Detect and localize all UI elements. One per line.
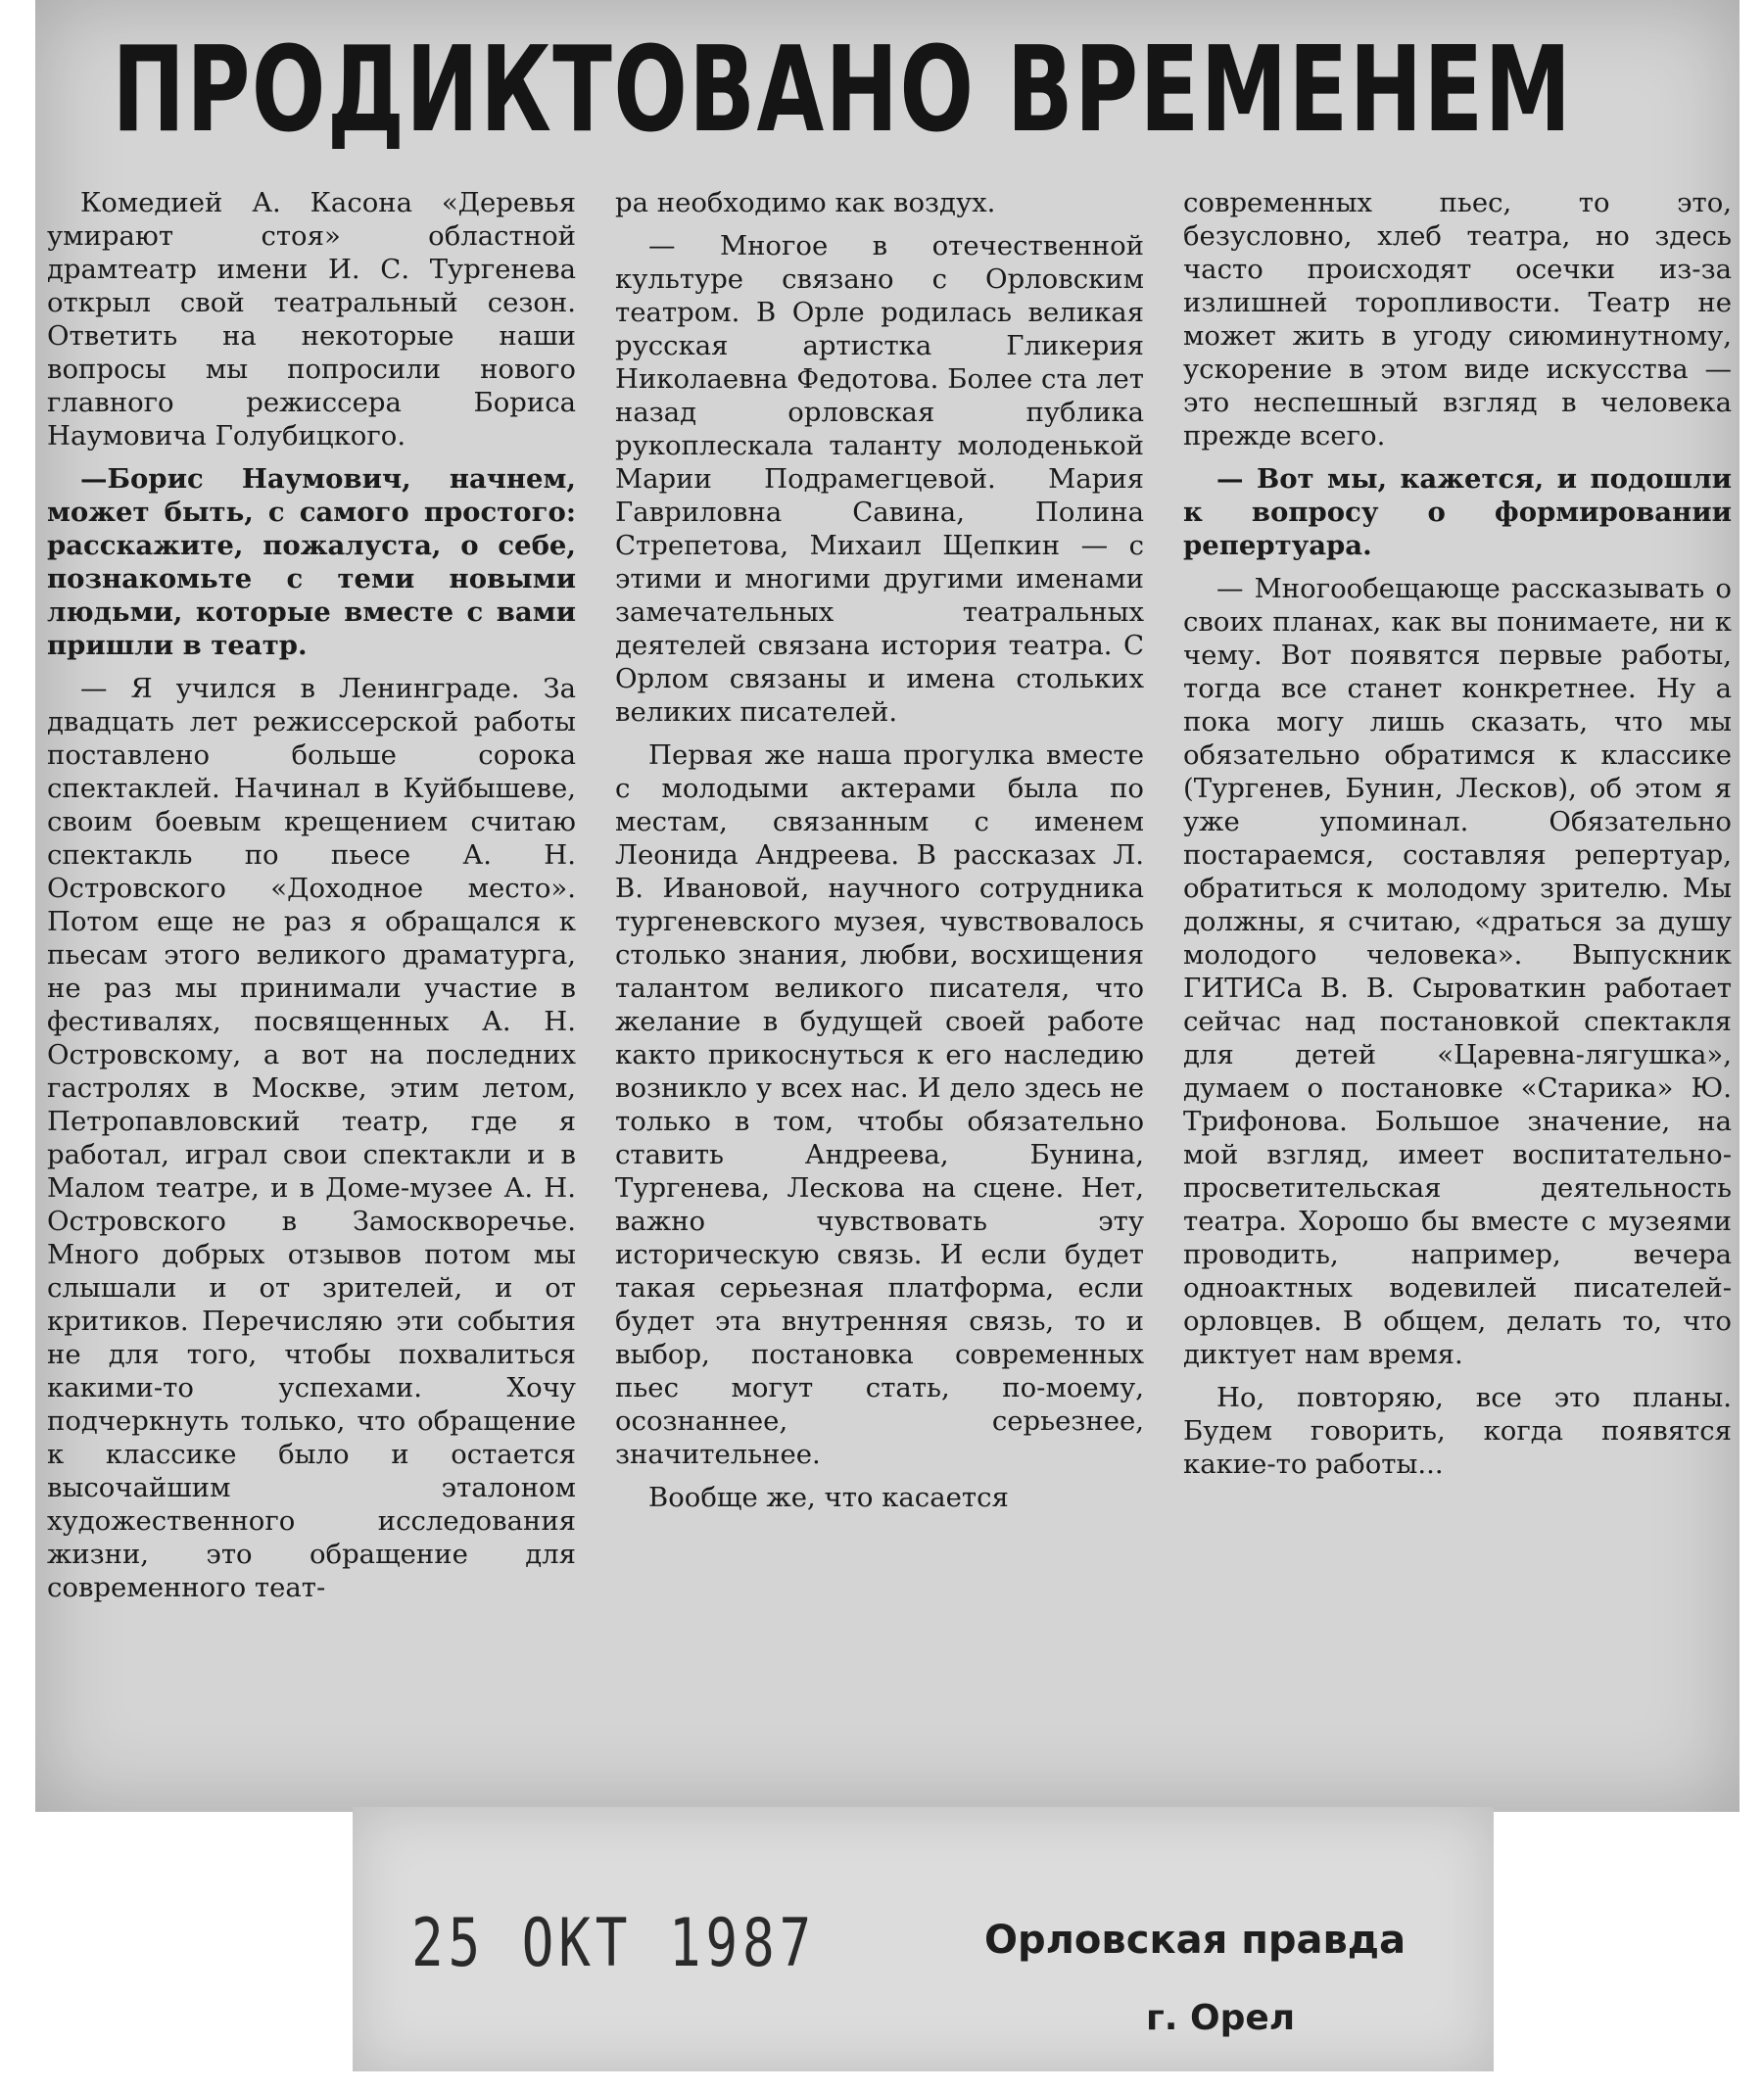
article-paragraph: Но, повторяю, все это планы. Будем говорить, когда появятся какие-то работы... bbox=[1183, 1382, 1732, 1480]
article-paragraph: Комедией А. Касона «Деревья умирают стоя» областной драмтеатр имени И. С. Тургенева открыл свой театральный сезон. Ответить на некоторые наши вопросы мы попросили нового главного режиссера Бориса Наумовича Голубицкого. bbox=[47, 187, 576, 451]
article-paragraph: — Многообещающе рассказывать о своих планах, как вы понимаете, ни к чему. Вот появятся первые работы, тогда все станет конкретнее. Ну а пока могу лишь сказать, что мы обязательно обратимся к классике (Тургенев, Бунин, Лесков), об этом я уже упоминал. Обязательно постараемся, составляя репертуар, обратиться к молодому зрителю. Мы должны, я считаю, «драться за душу молодого человека». Выпускник ГИТИСа В. В. Сыроваткин работает сейчас над постановкой спектакля для детей «Царевна-лягушка», думаем о постановке «Старика» Ю. Трифонова. Большое значение, на мой взгляд, имеет воспитательно-просветительская деятельность театра. Хорошо бы вместе с музеями проводить, например, вечера одноактных водевилей писателей-орловцев. В общем, делать то, что диктует нам время. bbox=[1183, 573, 1732, 1370]
date-stamp: 25 ОКТ 1987 bbox=[411, 1905, 817, 1982]
article-paragraph: —Борис Наумович, начнем, может быть, с самого простого: расскажите, пожалуста, о себе, познакомьте с теми новыми людьми, которые вместе с вами пришли в театр. bbox=[47, 463, 576, 661]
article-column-3 bbox=[1183, 186, 1732, 1792]
newspaper-city: г. Орел bbox=[1146, 1998, 1296, 2038]
article-paragraph: Вообще же, что касается bbox=[648, 1482, 1009, 1513]
article-paragraph: Первая же наша прогулка вместе с молодыми актерами была по местам, связанным с именем Леонида Андреева. В рассказах Л. В. Ивановой, научного сотрудника тургеневского музея, чувствовалось столько знания, любви, восхищения талантом великого писателя, что желание в будущей своей работе както прикоснуться к его наследию возникло у всех нас. И дело здесь не только в том, чтобы обязательно ставить Андреева, Бунина, Тургенева, Лескова на сцене. Нет, важно чувствовать эту историческую связь. И если будет такая серьезная платформа, если будет эта внутренняя связь, то и выбор, постановка современных пьес могут стать, по-моему, осознаннее, серьезнее, значительнее. bbox=[615, 739, 1144, 1470]
newspaper-name: Орловская правда bbox=[984, 1918, 1406, 1963]
article-headline: ПРОДИКТОВАНО ВРЕМЕНЕМ bbox=[112, 22, 1573, 159]
article-paragraph: ра необходимо как воздух. bbox=[615, 187, 996, 218]
article-paragraph: — Многое в отечественной культуре связано с Орловским театром. В Орле родилась великая русская артистка Гликерия Николаевна Федотова. Более ста лет назад орловская публика рукоплескала таланту молоденькой Марии Подрамегцевой. Мария Гавриловна Савина, Полина Стрепетова, Михаил Щепкин — с этими и многими другими именами замечательных театральных деятелей связана история театра. С Орлом связаны и имена стольких великих писателей. bbox=[615, 230, 1144, 728]
article-paragraph: — Вот мы, кажется, и подошли к вопросу о формировании репертуара. bbox=[1183, 463, 1732, 561]
article-paragraph: — Я учился в Ленинграде. За двадцать лет режиссерской работы поставлено больше сорока спектаклей. Начинал в Куйбышеве, своим боевым крещением считаю спектакль по пьесе А. Н. Островского «Доходное место». Потом еще не раз я обращался к пьесам этого великого драматурга, не раз мы принимали участие в фестивалях, посвященных А. Н. Островскому, а вот на последних гастролях в Москве, этим летом, Петропавловский театр, где я работал, играл свои спектакли и в Малом театре, и в Доме-музее А. Н. Островского в Замоскворечье. Много добрых отзывов потом мы слышали и от зрителей, и от критиков. Перечисляю эти события не для того, чтобы похвалиться какими-то успехами. Хочу подчеркнуть только, что обращение к классике было и остается высочайшим эталоном художественного исследования жизни, это обращение для современного теат- bbox=[47, 673, 576, 1603]
article-column-2 bbox=[615, 186, 1144, 1792]
article-paragraph: современных пьес, то это, безусловно, хлеб театра, но здесь часто происходят осечки из-за излишней торопливости. Театр не может жить в угоду сиюминутному, ускорение в этом виде искусства — это неспешный взгляд в человека прежде всего. bbox=[1183, 187, 1732, 451]
article-column-1 bbox=[47, 186, 576, 1792]
